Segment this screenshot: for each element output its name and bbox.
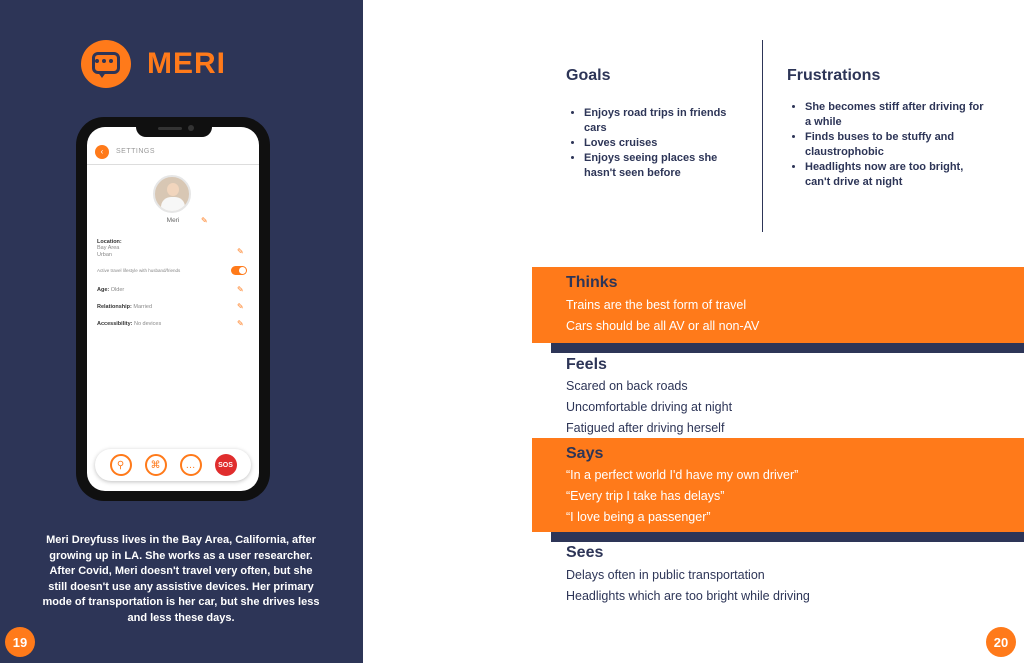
chat-icon[interactable]: … bbox=[180, 454, 202, 476]
page-number-left: 19 bbox=[5, 627, 35, 657]
relationship-label: Relationship: bbox=[97, 304, 132, 310]
thinks-line: Cars should be all AV or all non-AV bbox=[566, 319, 760, 333]
bottom-nav-bar bbox=[95, 449, 251, 481]
frustrations-list bbox=[789, 100, 989, 190]
location-line-1: Bay Area bbox=[97, 245, 120, 251]
lifestyle-toggle[interactable] bbox=[231, 266, 247, 275]
settings-header bbox=[87, 139, 259, 165]
left-page-panel bbox=[0, 0, 363, 663]
phone-notch bbox=[136, 121, 212, 137]
feels-line: Fatigued after driving herself bbox=[566, 421, 725, 435]
back-button[interactable]: ‹ bbox=[95, 145, 109, 159]
relationship-field bbox=[97, 304, 152, 310]
thinks-title: Thinks bbox=[566, 274, 618, 291]
column-divider bbox=[762, 40, 763, 232]
says-title: Says bbox=[566, 445, 604, 462]
feels-title: Feels bbox=[566, 356, 607, 373]
sees-title: Sees bbox=[566, 544, 604, 561]
pin-icon[interactable]: ⚲ bbox=[110, 454, 132, 476]
phone-screen bbox=[87, 127, 259, 491]
accessibility-value: No devices bbox=[134, 321, 162, 327]
logo-text: MERI bbox=[147, 47, 226, 80]
screen-title: SETTINGS bbox=[116, 148, 156, 155]
page-number-right: 20 bbox=[986, 627, 1016, 657]
frustrations-item: • Headlights now are too bright, can't drive at night bbox=[805, 160, 989, 190]
map-icon[interactable]: ⌘ bbox=[145, 454, 167, 476]
says-line: “I love being a passenger” bbox=[566, 510, 711, 524]
age-field bbox=[97, 287, 124, 293]
edit-accessibility-pencil-icon[interactable]: ✎ bbox=[237, 319, 244, 328]
age-label: Age: bbox=[97, 287, 110, 293]
goals-item: • Enjoys seeing places she hasn't seen before bbox=[584, 151, 748, 181]
goals-title: Goals bbox=[566, 67, 611, 84]
thinks-underline bbox=[551, 343, 1024, 353]
relationship-value: Married bbox=[133, 304, 153, 310]
location-field bbox=[97, 239, 122, 259]
frustrations-item: • Finds buses to be stuffy and claustrophobic bbox=[805, 130, 989, 160]
user-name: Meri bbox=[166, 217, 180, 224]
frustrations-title: Frustrations bbox=[787, 67, 881, 84]
goals-item: • Loves cruises bbox=[584, 136, 748, 151]
feels-line: Uncomfortable driving at night bbox=[566, 400, 733, 414]
accessibility-label: Accessibility: bbox=[97, 321, 133, 327]
persona-bio: Meri Dreyfuss lives in the Bay Area, California, after growing up in LA. She works as a user researcher. After Covid, Meri doesn't travel very often, but she still doesn't use any assistive devices. Her primary mode of transportation is her car, but she drives less and less these days. bbox=[42, 534, 320, 624]
sees-line: Headlights which are too bright while driving bbox=[566, 589, 810, 603]
age-value: Older bbox=[110, 287, 125, 293]
edit-name-pencil-icon[interactable]: ✎ bbox=[201, 216, 208, 225]
edit-age-pencil-icon[interactable]: ✎ bbox=[237, 285, 244, 294]
goals-item: • Enjoys road trips in friends cars bbox=[584, 106, 748, 136]
meri-logo bbox=[81, 40, 226, 88]
edit-location-pencil-icon[interactable]: ✎ bbox=[237, 247, 244, 256]
says-line: “In a perfect world I'd have my own driver” bbox=[566, 468, 799, 482]
location-line-2: Urban bbox=[97, 252, 112, 258]
says-underline bbox=[551, 532, 1024, 542]
says-line: “Every trip I take has delays” bbox=[566, 489, 725, 503]
avatar bbox=[153, 175, 191, 213]
sos-button[interactable]: SOS bbox=[215, 454, 237, 476]
thinks-line: Trains are the best form of travel bbox=[566, 298, 747, 312]
sees-line: Delays often in public transportation bbox=[566, 568, 765, 582]
location-label: Location: bbox=[97, 239, 122, 245]
chat-bubble-icon bbox=[81, 40, 131, 88]
feels-line: Scared on back roads bbox=[566, 379, 688, 393]
edit-relationship-pencil-icon[interactable]: ✎ bbox=[237, 302, 244, 311]
frustrations-item: • She becomes stiff after driving for a while bbox=[805, 100, 989, 130]
lifestyle-text: Active travel lifestyle with husband/friends bbox=[97, 268, 181, 273]
goals-list bbox=[568, 106, 748, 181]
accessibility-field bbox=[97, 321, 161, 327]
